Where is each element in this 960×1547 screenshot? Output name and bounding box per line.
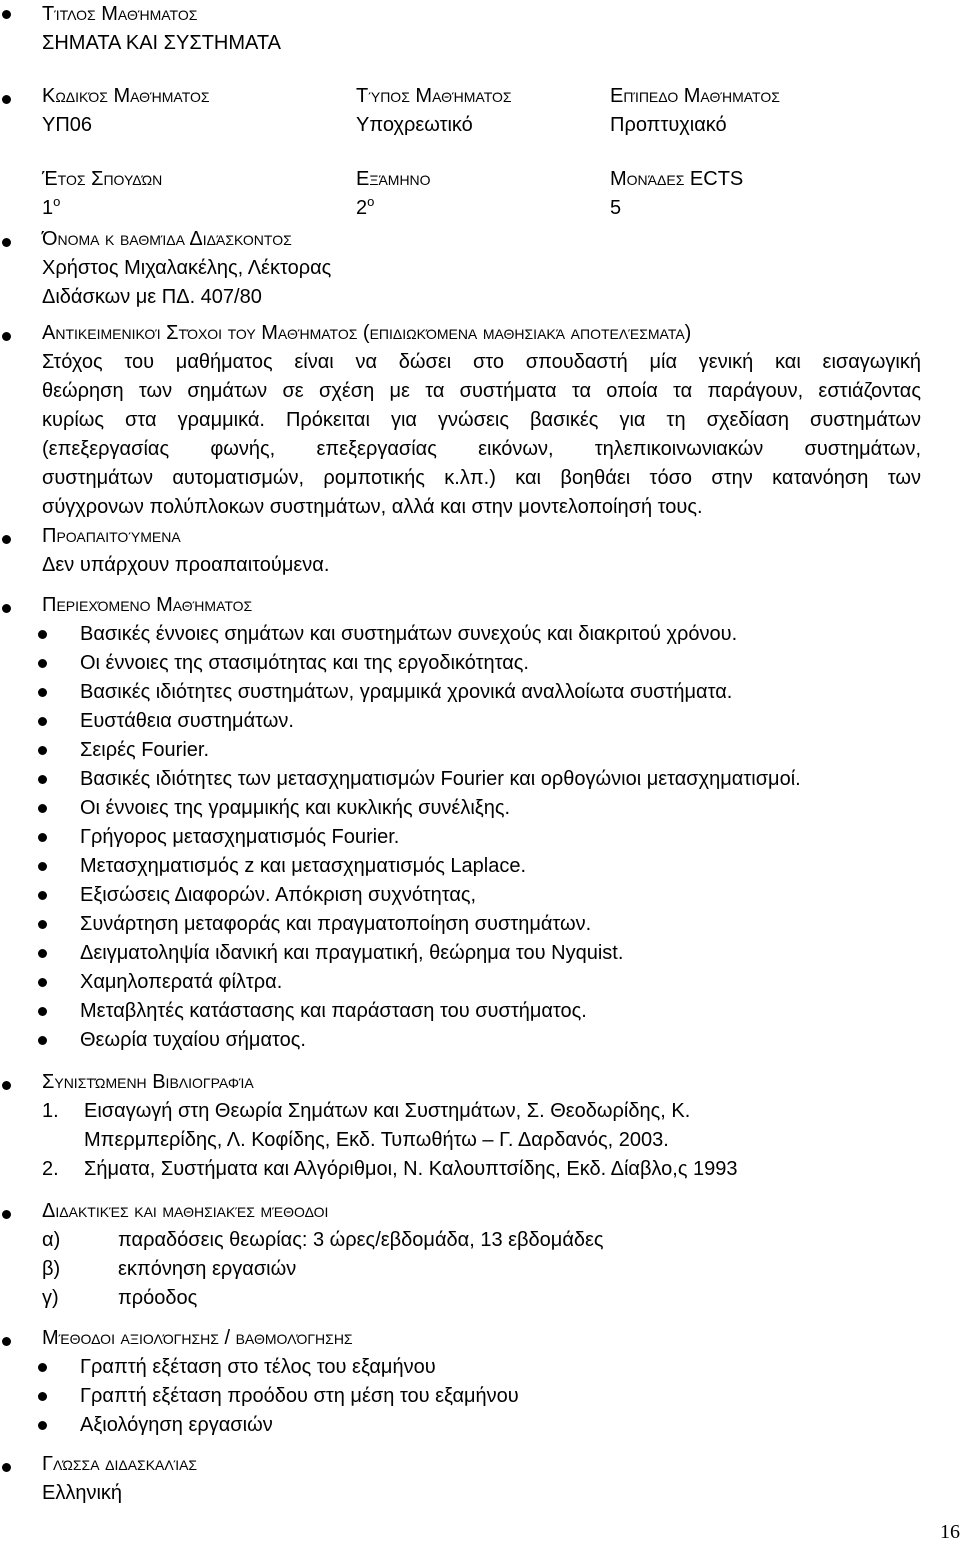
- list-item: α) παραδόσεις θεωρίας: 3 ώρες/εβδομάδα, 13 εβδομάδες: [42, 1229, 604, 1251]
- language-label: Γλώσσα διδασκαλίας: [42, 1453, 198, 1475]
- list-item: Βασικές ιδιότητες των μετασχηματισμών Fourier και ορθογώνιοι μετασχηματισμοί.: [80, 765, 801, 794]
- bullet: [38, 1392, 47, 1401]
- assessment-label: Μέθοδοι αξιολόγησης / βαθμολόγησης: [42, 1327, 353, 1349]
- title-label: Τίτλος Μαθήματος: [42, 3, 198, 25]
- list-item: Ευστάθεια συστημάτων.: [80, 707, 801, 736]
- objectives-line: (επεξεργασίας φωνής, επεξεργασίας εικόνων, τηλεπικοινωνιακών συστημάτων,: [42, 438, 921, 460]
- list-item: Εξισώσεις Διαφορών. Απόκριση συχνότητας,: [80, 881, 801, 910]
- year-value: $1^o$: [42, 194, 61, 219]
- list-item: Σειρές Fourier.: [80, 736, 801, 765]
- course-info-row-2: [42, 165, 942, 223]
- bullet: [2, 1463, 11, 1472]
- instructor-detail: Διδάσκων με ΠΔ. 407/80: [42, 286, 262, 308]
- code-label: Κωδικός Μαθήματος: [42, 85, 210, 107]
- objectives-line: σύγχρονων πολύπλοκων συστημάτων, αλλά και στην μοντελοποίησή τους.: [42, 496, 703, 518]
- list-item: Αξιολόγηση εργασιών: [80, 1411, 519, 1440]
- bibliography-label: Συνιστώμενη Βιβλιογραφία: [42, 1071, 254, 1093]
- instructor-name: Χρήστος Μιχαλακέλης, Λέκτορας: [42, 257, 332, 279]
- list-item: Θεωρία τυχαίου σήματος.: [80, 1026, 801, 1055]
- bullet: [2, 10, 11, 19]
- bullet: [38, 804, 47, 813]
- bibliography-block: [42, 1068, 922, 1184]
- bullet: [38, 630, 47, 639]
- bullet: [2, 1081, 11, 1090]
- list-item: Δειγματοληψία ιδανική και πραγματική, θεώρημα του Nyquist.: [80, 939, 801, 968]
- list-item: Γραπτή εξέταση στο τέλος του εξαμήνου: [80, 1353, 519, 1382]
- year-label: Έτος Σπουδών: [42, 168, 163, 190]
- instructor-label: Όνομα κ βαθμίδα Διδάσκοντος: [42, 228, 292, 250]
- code-value: ΥΠ06: [42, 114, 93, 136]
- ects-value: 5: [610, 197, 622, 219]
- bibliography-item: 2. Σήματα, Συστήματα και Αλγόριθμοι, Ν. Καλουπτσίδης, Εκδ. Δίαβλο,ς 1993: [42, 1158, 738, 1180]
- objectives-line: συστημάτων αυτοματισμών, ρομποτικής κ.λπ.) και βοηθάει τόσο στην κατανόηση των: [42, 467, 921, 489]
- title-block: [42, 0, 281, 58]
- bullet: [2, 1337, 11, 1346]
- list-item: Μετασχηματισμός z και μετασχηματισμός Laplace.: [80, 852, 801, 881]
- bullet: [2, 604, 11, 613]
- assessment-block: [42, 1324, 353, 1353]
- course-info-row-1: [42, 82, 942, 140]
- language-value: Ελληνική: [42, 1482, 123, 1504]
- bibliography-item: 1. Εισαγωγή στη Θεωρία Σημάτων και Συστημάτων, Σ. Θεοδωρίδης, Κ. Μπερμπερίδης, Λ. Κοφίδης, Εκδ. Τυπωθήτω – Γ. Δαρδανός, 2003.: [42, 1100, 691, 1151]
- content-list: [80, 620, 801, 1055]
- level-value: Προπτυχιακό: [610, 114, 727, 136]
- bullet: [38, 1007, 47, 1016]
- list-item: γ) πρόοδος: [42, 1287, 198, 1309]
- bullet: [38, 659, 47, 668]
- objectives-line: Στόχος του μαθήματος είναι να δώσει στο σπουδαστή μία γενική και εισαγωγική: [42, 351, 921, 373]
- list-item: Μεταβλητές κατάστασης και παράσταση του συστήματος.: [80, 997, 801, 1026]
- objectives-line: θεώρηση των σημάτων σε σχέση με τα συστήματα τα οποία τα παράγουν, εστιάζοντας: [42, 380, 921, 402]
- teaching-block: [42, 1197, 922, 1313]
- prerequisites-block: [42, 522, 329, 580]
- list-item: Συνάρτηση μεταφοράς και πραγματοποίηση συστημάτων.: [80, 910, 801, 939]
- bullet: [38, 775, 47, 784]
- bullet: [2, 238, 11, 247]
- list-item: β) εκπόνηση εργασιών: [42, 1258, 297, 1280]
- prerequisites-label: Προαπαιτούμενα: [42, 525, 181, 547]
- prerequisites-value: Δεν υπάρχουν προαπαιτούμενα.: [42, 554, 330, 576]
- bullet: [2, 535, 11, 544]
- page-number: 16: [940, 1521, 960, 1543]
- teaching-label: Διδακτικές και μαθησιακές μέθοδοι: [42, 1200, 329, 1222]
- bullet: [2, 95, 11, 104]
- bullet: [38, 978, 47, 987]
- language-block: [42, 1450, 197, 1508]
- semester-value: $2^o$: [356, 194, 375, 219]
- bullet: [2, 332, 11, 341]
- course-title: ΣΗΜΑΤΑ ΚΑΙ ΣΥΣΤΗΜΑΤΑ: [42, 32, 281, 54]
- list-item: Οι έννοιες της στασιμότητας και της εργοδικότητας.: [80, 649, 801, 678]
- type-value: Υποχρεωτικό: [356, 114, 473, 136]
- objectives-line: κυρίως στα γραμμικά. Πρόκειται για γνώσεις βασικές για τη σχεδίαση συστημάτων: [42, 409, 921, 431]
- bullet: [2, 1210, 11, 1219]
- list-item: Οι έννοιες της γραμμικής και κυκλικής συνέλιξης.: [80, 794, 801, 823]
- semester-label: Εξάμηνο: [356, 168, 431, 190]
- bullet: [38, 1421, 47, 1430]
- content-block: [42, 591, 252, 620]
- list-item: Βασικές ιδιότητες συστημάτων, γραμμικά χρονικά αναλλοίωτα συστήματα.: [80, 678, 801, 707]
- list-item: Βασικές έννοιες σημάτων και συστημάτων συνεχούς και διακριτού χρόνου.: [80, 620, 801, 649]
- bullet: [38, 1363, 47, 1372]
- list-item: Γραπτή εξέταση προόδου στη μέση του εξαμήνου: [80, 1382, 519, 1411]
- ects-label: Μονάδες ECTS: [610, 168, 744, 190]
- assessment-list: [80, 1353, 519, 1440]
- bullet: [38, 862, 47, 871]
- content-label: Περιεχόμενο Μαθήματος: [42, 594, 253, 616]
- type-label: Τύπος Μαθήματος: [356, 85, 512, 107]
- bullet: [38, 891, 47, 900]
- list-item: Γρήγορος μετασχηματισμός Fourier.: [80, 823, 801, 852]
- list-item: Χαμηλοπερατά φίλτρα.: [80, 968, 801, 997]
- bullet: [38, 920, 47, 929]
- bullet: [38, 833, 47, 842]
- bullet: [38, 688, 47, 697]
- bullet: [38, 949, 47, 958]
- bullet: [38, 1036, 47, 1045]
- instructor-block: [42, 225, 331, 312]
- bullet: [38, 717, 47, 726]
- objectives-label: Αντικειμενικοί Στόχοι του Μαθήματος (επιδιωκόμενα μαθησιακά αποτελέσματα): [42, 322, 692, 344]
- bullet: [38, 746, 47, 755]
- level-label: Επίπεδο Μαθήματος: [610, 85, 780, 107]
- objectives-block: [42, 319, 921, 522]
